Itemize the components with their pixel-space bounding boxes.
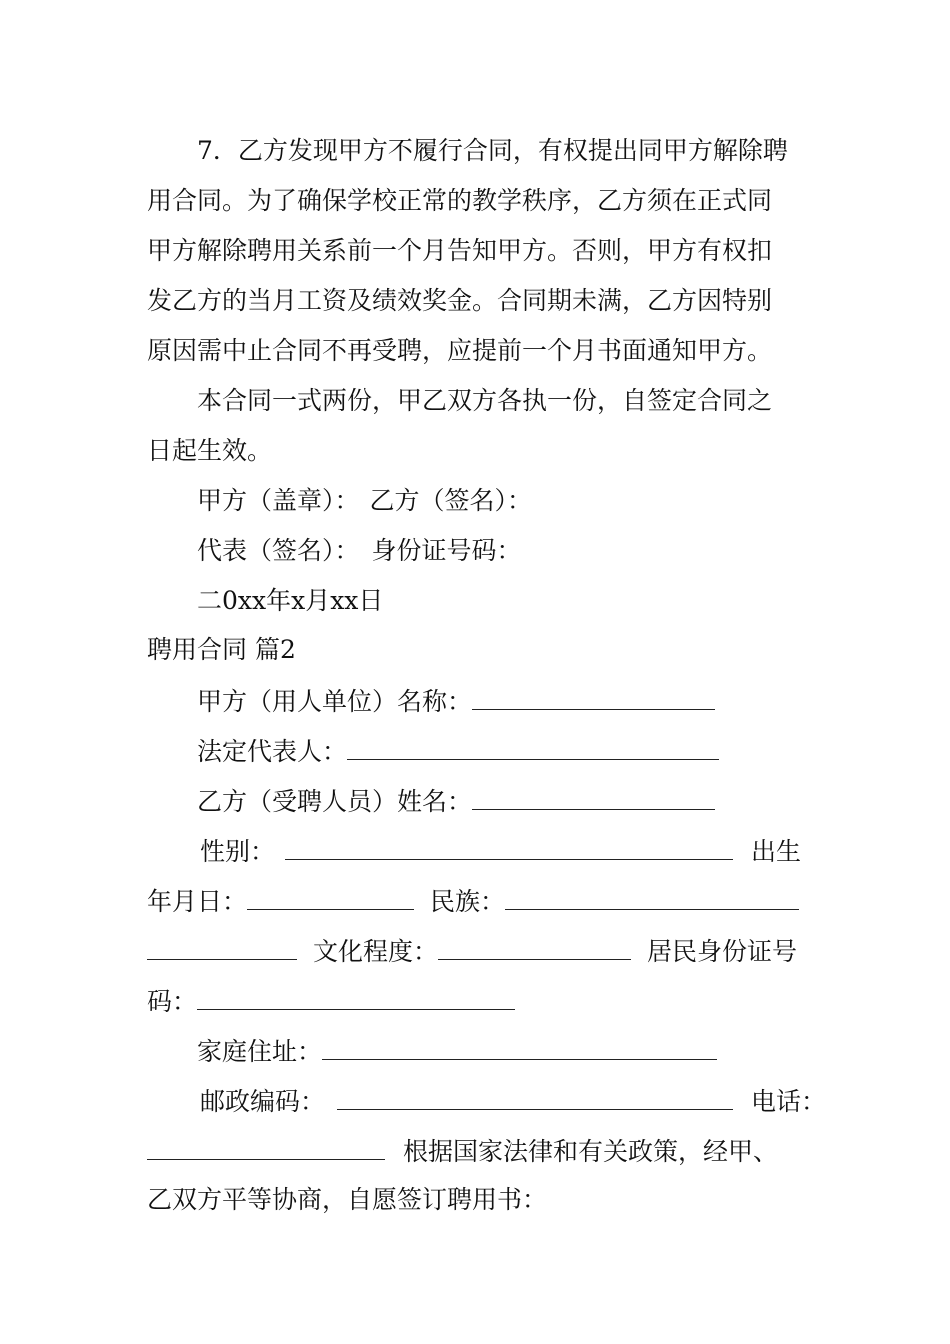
gender-field[interactable] [285, 835, 733, 860]
postcode-row [200, 1085, 826, 1115]
basis-text-2: 乙双方平等协商，自愿签订聘用书： [147, 1185, 548, 1214]
address-row [197, 1035, 717, 1065]
postcode-label: 邮政编码： [200, 1087, 326, 1116]
education-field[interactable] [438, 935, 631, 960]
rep-sign-label: 代表（签名）： [197, 536, 360, 565]
employee-name-label: 乙方（受聘人员）姓名： [197, 787, 473, 816]
clause-7-line-2: 用合同。为了确保学校正常的教学秩序，乙方须在正式同 [147, 186, 773, 215]
postcode-field[interactable] [337, 1085, 733, 1110]
birth-label-a: 出生 [751, 837, 802, 866]
gender-label: 性别： [200, 837, 276, 866]
clause-7-line-3: 甲方解除聘用关系前一个月告知甲方。否则，甲方有权扣 [147, 236, 773, 265]
ethnicity-field[interactable] [505, 885, 799, 910]
id-label-b: 码： [147, 987, 198, 1016]
signature-row-1 [197, 486, 532, 516]
basis-text: 根据国家法律和有关政策，经甲、 [403, 1137, 779, 1166]
party-b-sign-label: 乙方（签名）： [369, 486, 533, 515]
employer-name-row [197, 685, 715, 715]
address-field[interactable] [322, 1035, 717, 1060]
id-field[interactable] [197, 985, 515, 1010]
id-number-label: 身份证号码： [371, 536, 522, 565]
clause-7-line-1: 7．乙方发现甲方不履行合同，有权提出同甲方解除聘 [197, 136, 788, 165]
signature-row-2 [197, 536, 522, 566]
clause-7-line-4: 发乙方的当月工资及绩效奖金。合同期未满，乙方因特别 [147, 286, 773, 315]
id-label-a: 居民身份证号 [647, 937, 798, 966]
birth-date-field[interactable] [247, 885, 414, 910]
address-label: 家庭住址： [197, 1037, 323, 1066]
clause-7-line-5: 原因需中止合同不再受聘，应提前一个月书面通知甲方。 [147, 336, 773, 365]
ethnicity-field-cont[interactable] [147, 935, 297, 960]
employee-name-row [197, 785, 715, 815]
birth-label-b: 年月日： [147, 887, 248, 916]
legal-rep-label: 法定代表人： [197, 737, 348, 766]
party-a-seal-label: 甲方（盖章）： [197, 486, 360, 515]
phone-label: 电话： [751, 1087, 827, 1116]
employee-name-field[interactable] [472, 785, 715, 810]
employer-name-label: 甲方（用人单位）名称： [197, 687, 473, 716]
phone-field[interactable] [147, 1135, 385, 1160]
signature-date: 二0xx年x月xx日 [197, 586, 384, 615]
section-title: 聘用合同 篇2 [147, 635, 296, 664]
employer-name-field[interactable] [472, 685, 715, 710]
copies-line-2: 日起生效。 [147, 436, 273, 465]
copies-line-1: 本合同一式两份，甲乙双方各执一份，自签定合同之 [197, 386, 773, 415]
education-label: 文化程度： [313, 937, 439, 966]
id-row [147, 985, 515, 1015]
legal-rep-row [197, 735, 719, 765]
education-row [147, 935, 797, 965]
basis-row [147, 1135, 778, 1165]
legal-rep-field[interactable] [347, 735, 719, 760]
birth-ethnicity-row [147, 885, 799, 915]
gender-row [200, 835, 801, 865]
ethnicity-label: 民族： [430, 887, 506, 916]
